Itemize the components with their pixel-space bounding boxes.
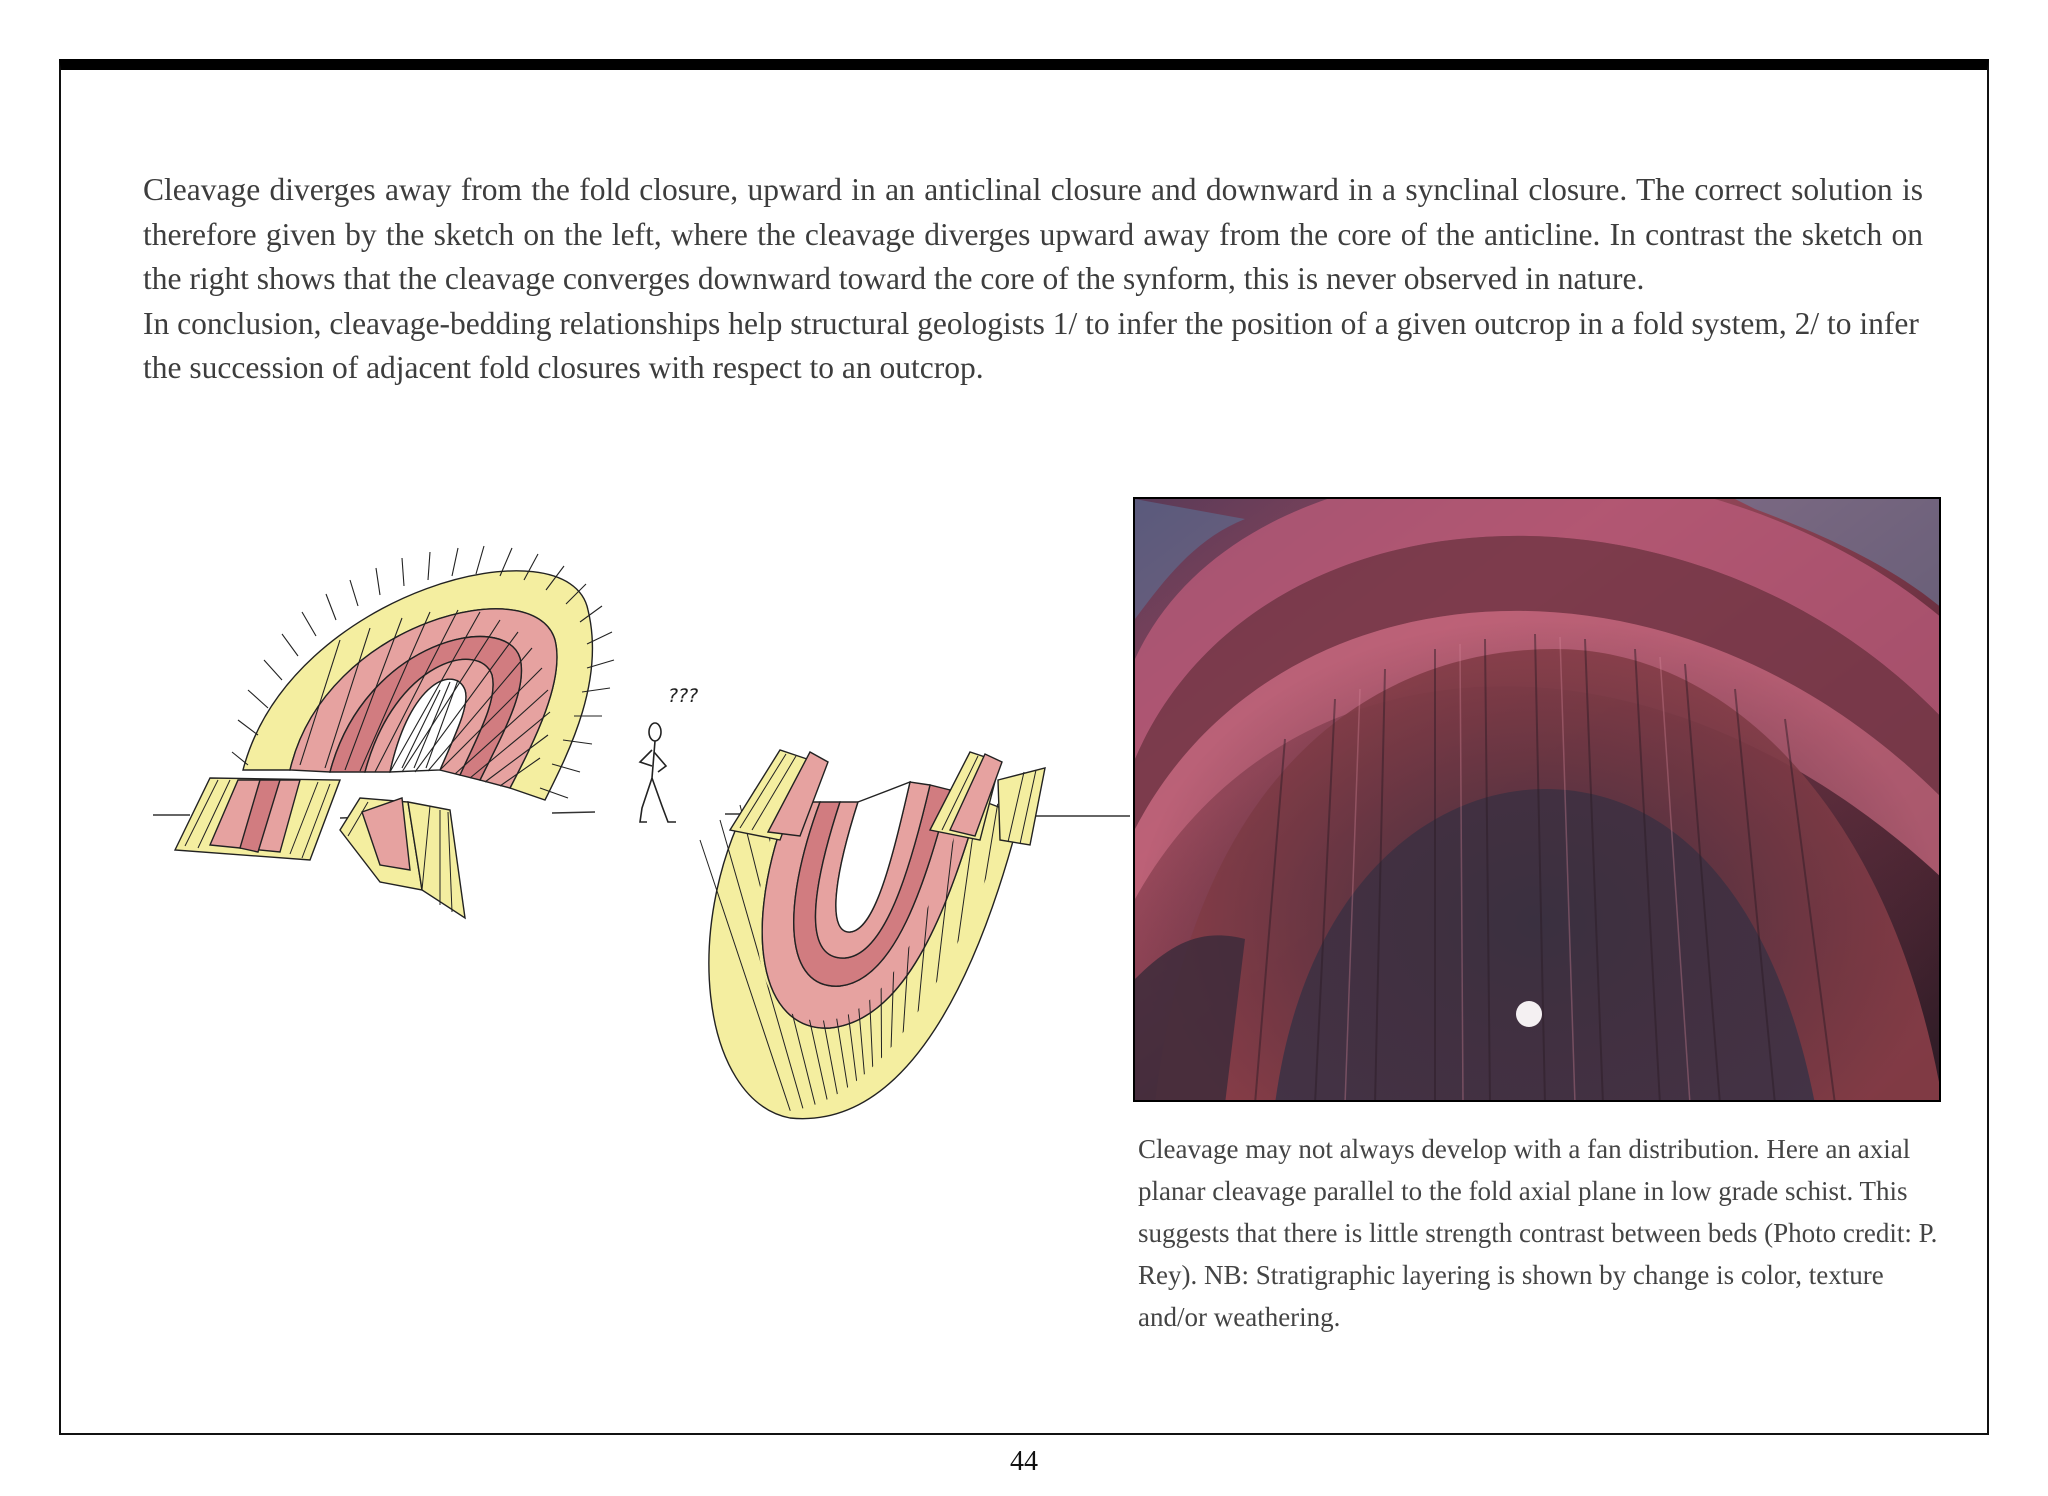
paragraph-conclusion: In conclusion, cleavage-bedding relationships help structural geologists 1/ to infer the position of a given outcrop in a fold system, 2/ to infer the succession of adjacent fold closures with respect to an outcrop. [143, 305, 1919, 385]
folded-rock-photo [1133, 497, 1941, 1102]
body-text [143, 168, 1923, 391]
fold-sketches-figure [140, 540, 1140, 1160]
paragraph-fold-closure: Cleavage diverges away from the fold closure, upward in an anticlinal closure and downward in a synclinal closure. The correct solution is therefore given by the sketch on the left, where the cleavage diverges upward away from the core of the anticline. In contrast the sketch on the right shows that the cleavage converges downward toward the core of the synform, this is never observed in nature. [143, 172, 1923, 296]
stick-figure [640, 685, 698, 822]
rock-photo-image [1135, 499, 1941, 1102]
page-number: 44 [1010, 1446, 1038, 1477]
question-marks: ??? [668, 685, 699, 707]
anticline-sketch [175, 546, 614, 918]
photo-caption: Cleavage may not always develop with a fan distribution. Here an axial planar cleavage parallel to the fold axial plane in low grade schist. This suggests that there is little strength contrast between beds (Photo credit: P. Rey). NB: Stratigraphic layering is shown by change is color, texture and/or weathering. [1138, 1134, 1938, 1332]
synform-sketch [700, 750, 1045, 1140]
